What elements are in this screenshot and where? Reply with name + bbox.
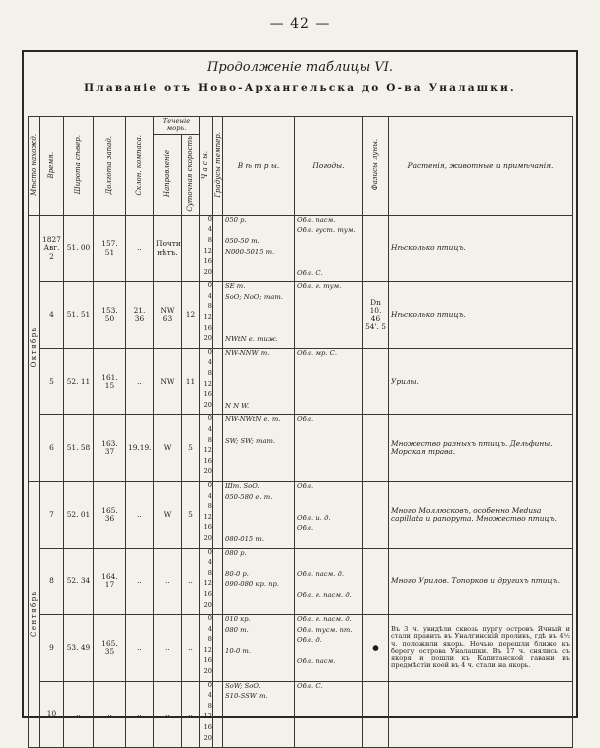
table-row [29,415,573,482]
cell-hours-line: 4 [207,292,212,300]
cell-decl: .. [126,215,154,282]
cell-hours-line: 4 [207,426,212,434]
cell-hours [200,215,213,282]
cell-hours-line: 12 [203,247,212,255]
cell-winds-line: 010 кр. [225,616,251,624]
cell-remark: Нѣсколько птицъ. [389,215,573,282]
cell-weather-line: Обл. [297,416,314,424]
cell-winds-line: 050 р. [225,216,247,224]
cell-hours-line: 16 [203,524,212,532]
cell-hours-line: 20 [203,268,212,276]
cell-weather-line: Обл. г. пасм. д. [297,591,352,599]
cell-winds-line [225,603,292,614]
cell-hours-line: 12 [203,380,212,388]
cell-hours-line: 4 [207,359,212,367]
cell-winds-line: SoO; NoO; тат. [225,293,283,301]
table-frame [22,50,578,742]
cell-winds-line [225,658,292,669]
cell-hours-line: 20 [203,668,212,676]
cell-cur-speed: .. [182,615,200,682]
cell-weather-line [297,403,360,414]
cell-hours-line: 20 [203,601,212,609]
cell-weather-line [297,294,360,305]
cell-winds-line [225,382,292,393]
cell-winds-line: 80-0 р. [225,570,249,578]
cell-winds-line [225,392,292,403]
cell-cur-speed: .. [182,548,200,615]
cell-winds-line: 080 р. [225,549,247,557]
cell-winds-line: 10-0 т. [225,647,252,655]
cell-winds-line [225,459,292,470]
cell-temp [213,348,223,415]
cell-hours-line: 0 [207,615,212,623]
cell-hours-line: 4 [207,692,212,700]
cell-weather-line [297,581,360,592]
cell-hours-line: 0 [207,415,212,423]
cell-hours-line: 16 [203,457,212,465]
cell-weather [295,282,363,349]
page-number: — 42 — [269,16,331,32]
cell-hours-line: 4 [207,226,212,234]
cell-lon: 164. 17 [94,548,126,615]
cell-remark [389,681,573,748]
header-current: Теченіе морь. [154,117,200,135]
cell-cur-speed: .. [182,681,200,748]
cell-hours-line: 16 [203,590,212,598]
cell-weather-line [297,326,360,337]
cell-winds [223,615,295,682]
cell-winds-line [225,371,292,382]
cell-hours-line: 12 [203,513,212,521]
cell-weather [295,215,363,282]
cell-moon: Dn 10. 46 54'. 5 [363,282,389,349]
cell-lat: 52. 34 [64,548,94,615]
cell-winds-line [225,637,292,648]
cell-lon: .. [94,681,126,748]
header-winds: В ѣ т р ы. [223,117,295,216]
cell-weather-line: Обл. мр. С. [297,349,338,357]
cell-decl: .. [126,548,154,615]
cell-winds [223,548,295,615]
cell-winds [223,282,295,349]
cell-hours-line: 8 [207,303,212,311]
cell-hours [200,615,213,682]
cell-cur-speed: 5 [182,481,200,548]
cell-winds-line [225,669,292,680]
table-caption: Продолженіе таблицы VI. [207,60,393,75]
cell-decl: 19.19. [126,415,154,482]
cell-hours-line: 8 [207,702,212,710]
header-cur-dir: Направленіе [154,134,182,215]
cell-weather-line [297,469,360,480]
cell-weather-line [297,504,360,515]
cell-winds-line [225,304,292,315]
cell-weather-line [297,438,360,449]
cell-cur-dir: .. [154,615,182,682]
cell-lat: 52. 11 [64,348,94,415]
cell-cur-speed: 5 [182,415,200,482]
cell-weather-line: Обл. С. [297,682,323,690]
month-label-2: Сентябрь [29,481,40,747]
cell-weather-line [297,536,360,547]
cell-weather-line [297,459,360,470]
cell-date: 10 [40,681,64,748]
cell-remark: Нѣсколько птицъ. [389,282,573,349]
cell-winds-line [225,714,292,725]
cell-decl: .. [126,681,154,748]
cell-weather-line [297,704,360,715]
cell-winds-line: N N W. [225,402,250,410]
header-hours: Ч а с ы. [200,117,213,216]
header-weather: Погоды. [295,117,363,216]
cell-hours-line: 16 [203,324,212,332]
header-temp: Градусы темпер. [213,117,223,216]
cell-lat: 51. 58 [64,415,94,482]
voyage-table [28,116,573,748]
cell-winds-line: SW; SW; тат. [225,437,276,445]
cell-lon: 153. 50 [94,282,126,349]
cell-date: 9 [40,615,64,682]
table-row [29,548,573,615]
cell-hours-line: 12 [203,713,212,721]
table-row [29,481,573,548]
cell-hours-line: 20 [203,335,212,343]
cell-weather-line [297,494,360,505]
cell-winds-line [225,725,292,736]
cell-weather-line: Обл. г. пасм. д. [297,616,352,624]
cell-hours [200,282,213,349]
cell-weather [295,548,363,615]
cell-winds [223,415,295,482]
cell-winds-line [225,315,292,326]
cell-winds [223,348,295,415]
cell-temp [213,215,223,282]
cell-winds-line: 080-015 т. [225,535,265,543]
cell-hours-line: 20 [203,468,212,476]
cell-hours-line: 16 [203,258,212,266]
cell-weather-line [297,550,360,561]
cell-moon [363,215,389,282]
cell-hours-line: 8 [207,636,212,644]
cell-temp [213,681,223,748]
cell-moon: ● [363,615,389,682]
cell-weather-line: Обл. пасм. [297,216,336,224]
cell-cur-speed: 12 [182,282,200,349]
cell-weather-line [297,249,360,260]
cell-hours-line: 16 [203,657,212,665]
cell-temp [213,282,223,349]
cell-hours-line: 4 [207,559,212,567]
cell-winds [223,681,295,748]
cell-hours-line: 12 [203,314,212,322]
cell-lon: 161. 15 [94,348,126,415]
cell-remark: Урилы. [389,348,573,415]
cell-weather [295,348,363,415]
cell-hours [200,481,213,548]
cell-weather-line [297,669,360,680]
cell-winds-line [225,448,292,459]
cell-lat: 52. 01 [64,481,94,548]
cell-moon [363,548,389,615]
cell-hours-line: 20 [203,534,212,542]
cell-winds-line [225,525,292,536]
header-decl: Склон. компаса. [126,117,154,216]
cell-cur-dir: W [154,415,182,482]
cell-weather-line [297,648,360,659]
cell-weather-line [297,725,360,736]
header-lat: Широта сѣвер. [64,117,94,216]
cell-temp [213,481,223,548]
cell-weather-line: Обл. пасм. [297,658,336,666]
cell-weather-line: Обл. тусм. пт. [297,626,353,634]
cell-hours-line: 16 [203,724,212,732]
cell-winds-line: 080 т. [225,626,249,634]
cell-winds-line: 050-50 т. [225,237,260,245]
cell-hours [200,415,213,482]
cell-cur-dir: .. [154,681,182,748]
cell-hours-line: 20 [203,734,212,742]
table-row [29,215,573,282]
cell-winds-line: 050-580 е. т. [225,493,273,501]
cell-decl: .. [126,481,154,548]
cell-moon [363,415,389,482]
header-cur-speed: Суточная скорость [182,134,200,215]
cell-weather [295,481,363,548]
table-heading: Плаваніе отъ Ново-Архангельска до О-ва Уналашки. [84,82,516,94]
cell-winds-line: 090-080 кр. пр. [225,581,280,589]
cell-weather-line [297,360,360,371]
table-row [29,615,573,682]
cell-hours-line: 4 [207,492,212,500]
cell-winds-line [225,592,292,603]
cell-winds [223,481,295,548]
cell-weather-line: Обл. пасм. д. [297,570,345,578]
cell-hours-line: 0 [207,681,212,689]
table-row [29,681,573,748]
cell-date: 5 [40,348,64,415]
cell-moon [363,481,389,548]
cell-hours-line: 8 [207,436,212,444]
cell-remark: Много Моллюсковъ, особенно Medusa capillata и рапорута. Множество птицъ. [389,481,573,548]
cell-lat: 53. 49 [64,615,94,682]
cell-lat: 51. 00 [64,215,94,282]
cell-weather [295,615,363,682]
cell-winds-line [225,736,292,747]
cell-weather-line [297,392,360,403]
cell-weather-line [297,336,360,347]
cell-winds-line: NW-NWtN е. т. [225,416,281,424]
cell-weather [295,415,363,482]
cell-temp [213,615,223,682]
cell-weather-line: Обл. г. тум. [297,283,342,291]
cell-cur-speed: 11 [182,348,200,415]
cell-date: 8 [40,548,64,615]
cell-winds-line: N000-5015 т. [225,248,275,256]
cell-cur-speed [182,215,200,282]
cell-lon: 165. 36 [94,481,126,548]
cell-winds-line [225,427,292,438]
cell-weather-line [297,736,360,747]
cell-lon: 165. 35 [94,615,126,682]
header-place: Мѣсто нахожд. [29,117,40,216]
cell-temp [213,548,223,615]
cell-temp [213,415,223,482]
cell-hours-line: 0 [207,282,212,290]
cell-hours-line: 8 [207,569,212,577]
cell-cur-dir: .. [154,548,182,615]
cell-hours-line: 0 [207,348,212,356]
cell-hours-line: 20 [203,401,212,409]
cell-date: 7 [40,481,64,548]
cell-weather-line [297,427,360,438]
cell-winds-line: Шт. SoO. [225,482,260,490]
cell-winds-line [225,469,292,480]
cell-weather-line [297,448,360,459]
cell-weather-line: Обл. густ. тум. [297,227,356,235]
cell-remark: Въ 3 ч. увидѣли сквозь пургу островъ Ячный и стали править въ Уналгинскій проливъ, гдѣ въ 4½ ч. положили якорь. Ночью перешли ближе къ берегу острова Уналашки. Въ 17 ч. снялись съ якоря и пошли къ Капитанской гавани въ предмѣстіи коей въ 4 ч. стали на якорь. [389,615,573,682]
header-remarks: Растенія, животные и примѣчанія. [389,117,573,216]
cell-weather-line: Обл. [297,525,314,533]
table-row [29,348,573,415]
cell-hours-line: 8 [207,236,212,244]
table-row [29,282,573,349]
cell-winds-line: S10-SSW т. [225,693,268,701]
cell-hours [200,681,213,748]
cell-cur-dir: NW 63 [154,282,182,349]
cell-lat: .. [64,681,94,748]
cell-weather-line [297,714,360,725]
cell-hours [200,348,213,415]
cell-weather-line [297,560,360,571]
cell-hours-line: 8 [207,370,212,378]
cell-weather [295,681,363,748]
cell-weather-line [297,693,360,704]
cell-winds-line [225,227,292,238]
cell-cur-dir: Почти нѣтъ. [154,215,182,282]
cell-lat: 51. 51 [64,282,94,349]
cell-lon: 157. 51 [94,215,126,282]
cell-date: 4 [40,282,64,349]
cell-decl: .. [126,615,154,682]
cell-winds-line [225,326,292,337]
cell-lon: 163. 37 [94,415,126,482]
cell-remark: Много Урилов. Топорков и другихъ птицъ. [389,548,573,615]
cell-weather-line [297,315,360,326]
cell-weather-line: Обл. [297,482,314,490]
cell-weather-line [297,371,360,382]
cell-hours-line: 12 [203,646,212,654]
cell-winds [223,215,295,282]
cell-winds-line: SE т. [225,283,246,291]
cell-moon [363,348,389,415]
cell-cur-dir: W [154,481,182,548]
cell-decl: 21. 36 [126,282,154,349]
cell-moon [363,681,389,748]
header-date: Время. [40,117,64,216]
cell-weather-line [297,259,360,270]
cell-winds-line: SoW; SoO. [225,682,261,690]
cell-hours-line: 0 [207,548,212,556]
cell-hours-line: 16 [203,391,212,399]
cell-hours-line: 12 [203,580,212,588]
cell-weather-line: Обл. и. д. [297,514,331,522]
cell-winds-line [225,704,292,715]
cell-winds-line: NWtN е. тиж. [225,336,278,344]
cell-weather-line [297,238,360,249]
cell-cur-dir: NW [154,348,182,415]
cell-weather-line [297,382,360,393]
cell-winds-line [225,515,292,526]
cell-weather-line: Обл. д. [297,637,322,645]
cell-weather-line: Обл. С. [297,269,323,277]
cell-hours-line: 8 [207,503,212,511]
cell-date: 6 [40,415,64,482]
cell-winds-line [225,560,292,571]
cell-winds-line: NW-NNW т. [225,349,270,357]
cell-winds-line [225,270,292,281]
cell-decl: .. [126,348,154,415]
cell-winds-line [225,360,292,371]
cell-winds-line [225,259,292,270]
cell-weather-line [297,304,360,315]
cell-remark: Множество разныхъ птицъ. Дельфины. Морская трава. [389,415,573,482]
header-moon: Фазисы луны. [363,117,389,216]
month-label: Октябрь [29,215,40,481]
cell-winds-line [225,504,292,515]
cell-hours [200,548,213,615]
cell-hours-line: 12 [203,447,212,455]
cell-date: 1827 Авг. 2 [40,215,64,282]
cell-weather-line [297,603,360,614]
cell-hours-line: 4 [207,625,212,633]
cell-hours-line: 0 [207,481,212,489]
cell-hours-line: 0 [207,215,212,223]
header-lon: Долгота запад. [94,117,126,216]
